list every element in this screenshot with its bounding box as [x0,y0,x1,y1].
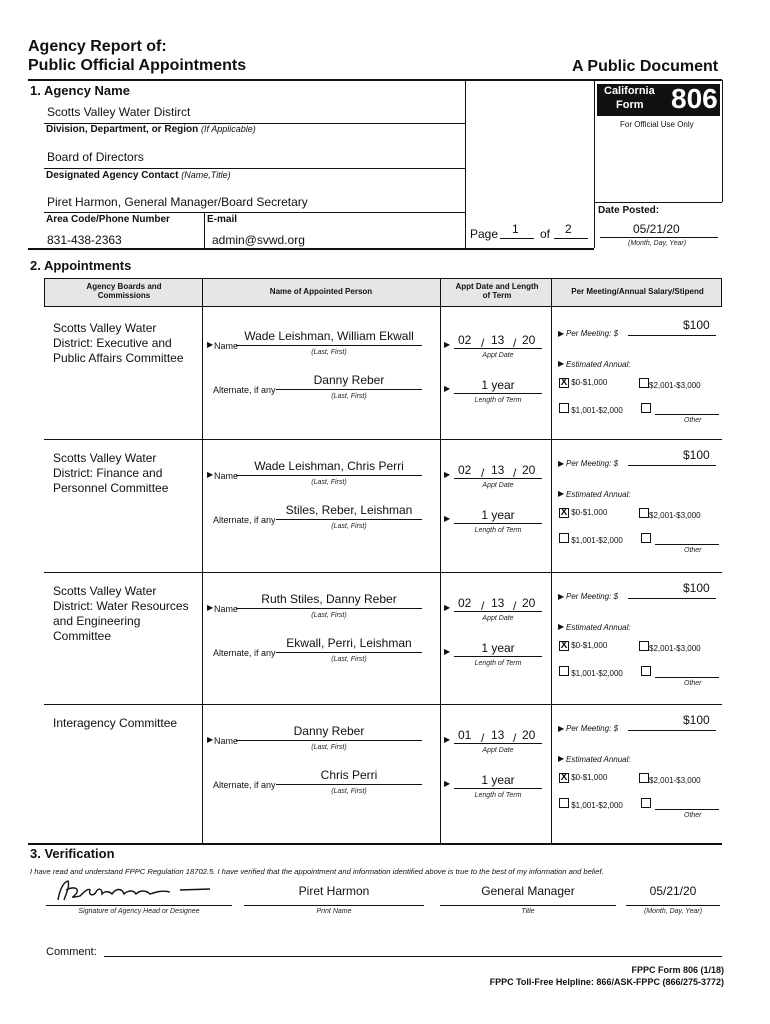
option-0-1000[interactable]: X $0-$1,000 [560,640,608,651]
division-value[interactable]: Board of Directors [47,150,144,164]
checkbox[interactable] [559,533,569,543]
name-label: Name [214,604,239,614]
per-meeting-amount[interactable]: $100 [683,713,710,727]
contact-label: Designated Agency Contact (Name,Title) [46,170,231,181]
option-2001-3000[interactable]: $2,001-$3,000 [639,773,701,785]
appt-year[interactable]: 20 [522,728,536,742]
alternate-label: Alternate, if any [213,385,276,395]
section1-heading: 1. Agency Name [30,83,130,98]
title-label: Title [521,908,535,915]
option-other[interactable] [641,798,651,810]
per-meeting-label: Per Meeting: $ [566,459,619,468]
arrow-icon: ▶ [558,459,565,468]
option-1001-2000[interactable]: $1,001-$2,000 [559,533,623,545]
form-title-line2: Public Official Appointments [28,57,247,74]
per-meeting-label: Per Meeting: $ [566,724,619,733]
name-label: Name [214,736,239,746]
alternate-label: Alternate, if any [213,515,276,525]
other-hint: Other [684,812,702,819]
section2-heading: 2. Appointments [30,258,132,273]
arrow-icon: ▶ [558,359,565,368]
section3-heading: 3. Verification [30,846,115,861]
arrow-icon: ▶ [444,384,451,393]
appt-year[interactable]: 20 [522,596,536,610]
appt-month[interactable]: 02 [458,596,472,610]
term-length[interactable]: 1 year [481,641,515,655]
appt-month[interactable]: 02 [458,333,472,347]
arrow-icon: ▶ [444,470,451,479]
title-value[interactable]: General Manager [481,884,575,898]
page-total[interactable]: 2 [565,222,572,236]
arrow-icon: ▶ [444,735,451,744]
date-slash: / [481,336,485,350]
option-other[interactable] [641,533,651,545]
col-date-header: Appt Date and Length of Term [455,282,539,300]
term-hint: Length of Term [474,660,522,667]
checkbox[interactable] [641,666,651,676]
option-2001-3000[interactable]: $2,001-$3,000 [639,508,701,520]
term-length[interactable]: 1 year [481,378,515,392]
date-posted-label: Date Posted: [598,205,660,216]
term-length[interactable]: 1 year [481,508,515,522]
other-hint: Other [684,547,702,554]
last-first-hint: (Last, First) [331,656,367,663]
option-0-1000[interactable]: X $0-$1,000 [560,377,608,388]
page-label: Page [470,227,499,241]
date-posted-value[interactable]: 05/21/20 [633,222,680,236]
checkbox[interactable] [641,533,651,543]
estimated-annual-label: Estimated Annual: [566,755,631,764]
verification-date-label: (Month, Day, Year) [643,908,703,915]
appt-month[interactable]: 02 [458,463,472,477]
checkbox[interactable] [639,508,649,518]
arrow-icon: ▶ [207,603,214,612]
term-length[interactable]: 1 year [481,773,515,787]
board-name[interactable]: Scotts Valley Water District: Water Resources and Engineering Committee [53,584,189,643]
last-first-hint: (Last, First) [311,479,347,486]
checkbox-checked[interactable]: X [560,772,568,783]
last-first-hint: (Last, First) [331,393,367,400]
option-other[interactable] [641,666,651,678]
date-slash: / [513,599,517,613]
estimated-annual-label: Estimated Annual: [566,490,631,499]
alternate-name[interactable]: Chris Perri [320,768,378,782]
col-boards-header: Agency Boards and Commissions [86,282,162,300]
date-slash: / [481,599,485,613]
arrow-icon: ▶ [444,603,451,612]
last-first-hint: (Last, First) [331,523,367,530]
verification-statement: I have read and understand FPPC Regulation 18702.5. I have verified that the appointment and information identified above is true to the best of my information and belief. [30,867,604,876]
checkbox[interactable] [559,798,569,808]
board-name[interactable]: Scotts Valley Water District: Finance and Personnel Committee [53,451,169,495]
checkbox[interactable] [639,641,649,651]
arrow-icon: ▶ [558,489,565,498]
option-1001-2000[interactable]: $1,001-$2,000 [559,798,623,810]
option-0-1000[interactable]: X $0-$1,000 [560,507,608,518]
estimated-annual-label: Estimated Annual: [566,360,631,369]
arrow-icon: ▶ [444,514,451,523]
board-name[interactable]: Interagency Committee [53,716,178,730]
alternate-name[interactable]: Ekwall, Perri, Leishman [286,636,412,650]
signature-label: Signature of Agency Head or Designee [78,908,200,915]
last-first-hint: (Last, First) [311,349,347,356]
option-2001-3000[interactable]: $2,001-$3,000 [639,378,701,390]
date-slash: / [481,731,485,745]
term-hint: Length of Term [474,527,522,534]
appt-day[interactable]: 13 [491,728,505,742]
appointee-name[interactable]: Wade Leishman, William Ekwall [244,329,414,343]
date-posted-hint: (Month, Day, Year) [628,240,687,247]
appt-year[interactable]: 20 [522,463,536,477]
appt-day[interactable]: 13 [491,333,505,347]
page-number[interactable]: 1 [512,222,519,236]
checkbox[interactable] [559,403,569,413]
option-other[interactable] [641,403,651,415]
checkbox[interactable] [559,666,569,676]
term-hint: Length of Term [474,792,522,799]
name-label: Name [214,341,239,351]
email-value[interactable]: admin@svwd.org [212,233,305,247]
arrow-icon: ▶ [207,735,214,744]
verification-date-value[interactable]: 05/21/20 [649,884,697,898]
per-meeting-amount[interactable]: $100 [683,448,710,462]
col-salary-header: Per Meeting/Annual Salary/Stipend [571,287,704,296]
appointment-row [44,573,722,705]
board-name[interactable]: Scotts Valley Water District: Executive and Public Affairs Committee [53,321,184,365]
checkbox[interactable] [639,773,649,783]
col-name-header: Name of Appointed Person [269,287,373,296]
appt-date-hint: Appt Date [482,615,514,622]
appt-day[interactable]: 13 [491,596,505,610]
appointee-name[interactable]: Ruth Stiles, Danny Reber [261,592,397,606]
arrow-icon: ▶ [444,647,451,656]
division-label: Division, Department, or Region (If Applicable) [46,124,256,135]
arrow-icon: ▶ [444,779,451,788]
arrow-icon: ▶ [444,340,451,349]
arrow-icon: ▶ [558,622,565,631]
appt-month[interactable]: 01 [458,728,472,742]
term-hint: Length of Term [474,397,522,404]
appointment-row [44,440,722,573]
last-first-hint: (Last, First) [311,744,347,751]
alternate-label: Alternate, if any [213,780,276,790]
appointment-row [44,705,722,843]
checkbox[interactable] [641,798,651,808]
appointee-name[interactable]: Danny Reber [293,724,365,738]
agency-name-value[interactable]: Scotts Valley Water Distirct [47,105,191,119]
option-0-1000[interactable]: X $0-$1,000 [560,772,608,783]
option-1001-2000[interactable]: $1,001-$2,000 [559,666,623,678]
appt-date-hint: Appt Date [482,482,514,489]
arrow-icon: ▶ [558,329,565,338]
other-hint: Other [684,417,702,424]
checkbox-checked[interactable]: X [560,507,568,518]
other-hint: Other [684,680,702,687]
option-2001-3000[interactable]: $2,001-$3,000 [639,641,701,653]
per-meeting-amount[interactable]: $100 [683,581,710,595]
email-label: E-mail [207,214,238,225]
checkbox[interactable] [641,403,651,413]
arrow-icon: ▶ [207,470,214,479]
checkbox[interactable] [639,378,649,388]
phone-value[interactable]: 831-438-2363 [47,233,122,247]
arrow-icon: ▶ [207,340,214,349]
form-title-line1: Agency Report of: [28,38,167,55]
alternate-name[interactable]: Danny Reber [313,373,385,387]
per-meeting-label: Per Meeting: $ [566,329,619,338]
checkbox-checked[interactable]: X [560,377,568,388]
per-meeting-amount[interactable]: $100 [683,318,710,332]
signature-image [50,878,220,906]
appt-date-hint: Appt Date [482,747,514,754]
comment-label: Comment: [46,946,97,958]
appointee-name[interactable]: Wade Leishman, Chris Perri [254,459,404,473]
appt-day[interactable]: 13 [491,463,505,477]
alternate-name[interactable]: Stiles, Reber, Leishman [285,503,413,517]
alternate-label: Alternate, if any [213,648,276,658]
contact-value[interactable]: Piret Harmon, General Manager/Board Secretary [47,195,308,209]
per-meeting-label: Per Meeting: $ [566,592,619,601]
public-document-label: A Public Document [572,58,719,75]
date-slash: / [513,466,517,480]
arrow-icon: ▶ [558,592,565,601]
last-first-hint: (Last, First) [331,788,367,795]
helpline: FPPC Toll-Free Helpline: 866/ASK-FPPC (866/275-3772) [489,977,724,987]
option-1001-2000[interactable]: $1,001-$2,000 [559,403,623,415]
phone-label: Area Code/Phone Number [46,214,170,225]
date-slash: / [513,731,517,745]
form-id: FPPC Form 806 (1/18) [631,965,724,975]
last-first-hint: (Last, First) [311,612,347,619]
print-name-value[interactable]: Piret Harmon [298,884,370,898]
name-label: Name [214,471,239,481]
appointment-row [44,310,722,440]
appt-year[interactable]: 20 [522,333,536,347]
print-name-label: Print Name [316,908,352,915]
checkbox-checked[interactable]: X [560,640,568,651]
appt-date-hint: Appt Date [482,352,514,359]
arrow-icon: ▶ [558,754,565,763]
arrow-icon: ▶ [558,724,565,733]
date-slash: / [481,466,485,480]
date-slash: / [513,336,517,350]
official-use-label: For Official Use Only [620,120,694,129]
of-label: of [540,227,551,241]
estimated-annual-label: Estimated Annual: [566,623,631,632]
california-form-badge: California Form 806 [597,84,720,116]
